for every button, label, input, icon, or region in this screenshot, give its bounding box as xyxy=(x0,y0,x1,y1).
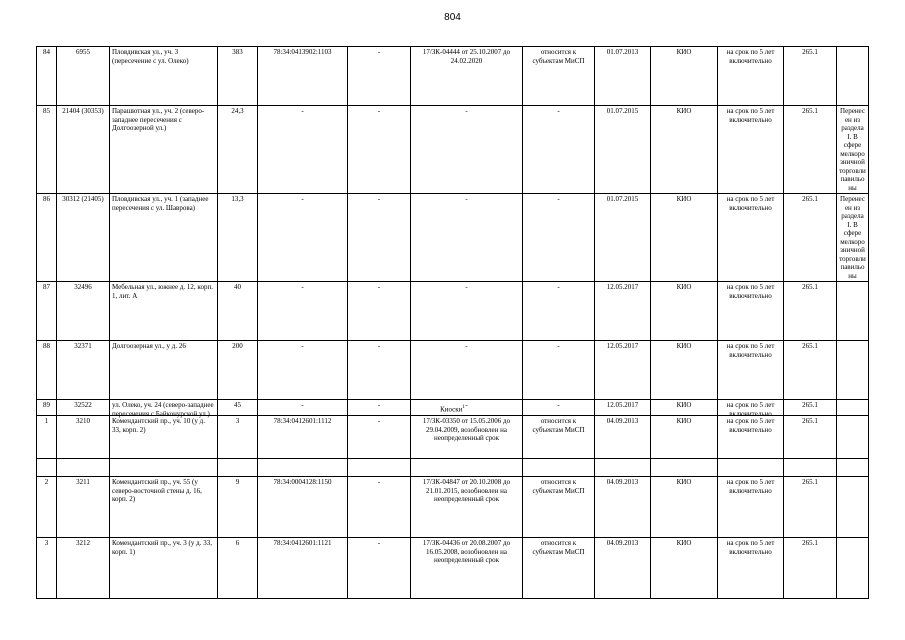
cell-code: 265.1 xyxy=(784,477,837,538)
cell-area: 200 xyxy=(218,341,258,400)
cell-organization: КИО xyxy=(651,282,718,341)
cell-owner-category: - xyxy=(523,341,595,400)
cell-code: 265.1 xyxy=(784,400,837,459)
cell-term: на срок по 5 лет включительно xyxy=(718,538,784,599)
cell-organization: КИО xyxy=(651,106,718,194)
cell-object-id: 6955 xyxy=(57,47,110,106)
cell-owner-category: относится к субъектам МиСП xyxy=(523,416,595,477)
cell-dash: - xyxy=(348,341,411,400)
cell-number: 87 xyxy=(37,282,57,341)
cell-area: 45 xyxy=(218,400,258,459)
cell-dash: - xyxy=(348,106,411,194)
cell-address: Пловдивская ул., уч. 3 (пересечение с ул. Олеко) xyxy=(110,47,218,106)
cell-owner-category: - xyxy=(523,106,595,194)
cell-number: 88 xyxy=(37,341,57,400)
cell-code: 265.1 xyxy=(784,106,837,194)
cell-term: на срок по 5 лет включительно xyxy=(718,47,784,106)
cell-term: на срок по 5 лет включительно xyxy=(718,477,784,538)
cell-address: Комендантский пр., уч. 3 (у д. 33, корп. 1) xyxy=(110,538,218,599)
cell-code: 265.1 xyxy=(784,194,837,282)
cell-term: на срок по 5 лет включительно xyxy=(718,416,784,477)
cell-number: 89 xyxy=(37,400,57,459)
cell-dash: - xyxy=(348,538,411,599)
cell-cadastral-number: - xyxy=(258,400,348,459)
table-section-2 xyxy=(36,415,869,599)
cell-cadastral-number: - xyxy=(258,282,348,341)
cell-contract: - xyxy=(411,341,523,400)
cell-date: 04.09.2013 xyxy=(595,477,651,538)
cell-cadastral-number: 78:34:0004128:1150 xyxy=(258,477,348,538)
table-section-1 xyxy=(36,46,869,459)
cell-organization: КИО xyxy=(651,194,718,282)
cell-code: 265.1 xyxy=(784,282,837,341)
cell-note: Перенесен из раздела I. В сфере мелкорозничной торговли павильоны xyxy=(837,194,869,282)
cell-code: 265.1 xyxy=(784,341,837,400)
cell-note xyxy=(837,477,869,538)
cell-organization: КИО xyxy=(651,477,718,538)
cell-dash: - xyxy=(348,416,411,477)
cell-organization: КИО xyxy=(651,47,718,106)
cell-contract: - xyxy=(411,282,523,341)
cell-object-id: 3211 xyxy=(57,477,110,538)
cell-owner-category: - xyxy=(523,400,595,459)
cell-organization: КИО xyxy=(651,538,718,599)
cell-area: 40 xyxy=(218,282,258,341)
cell-address: Мебельная ул., южнее д. 12, корп. 1, лит. А xyxy=(110,282,218,341)
cell-owner-category: - xyxy=(523,194,595,282)
cell-contract: - xyxy=(411,400,523,459)
cell-code: 265.1 xyxy=(784,416,837,477)
table-row xyxy=(37,282,869,341)
cell-contract: 17/ЗК-04847 от 20.10.2008 до 21.01.2015, возобновлен на неопределенный срок xyxy=(411,477,523,538)
cell-date: 04.09.2013 xyxy=(595,538,651,599)
cell-number: 84 xyxy=(37,47,57,106)
cell-dash: - xyxy=(348,477,411,538)
cell-owner-category: - xyxy=(523,282,595,341)
section-title: Киоски$^1$ xyxy=(440,405,465,414)
cell-number: 85 xyxy=(37,106,57,194)
cell-object-id: 32496 xyxy=(57,282,110,341)
table-row xyxy=(37,341,869,400)
cell-number: 86 xyxy=(37,194,57,282)
cell-organization: КИО xyxy=(651,416,718,477)
table-row xyxy=(37,106,869,194)
cell-cadastral-number: 78:34:0413902:1103 xyxy=(258,47,348,106)
cell-note xyxy=(837,47,869,106)
cell-object-id: 32522 xyxy=(57,400,110,459)
table-row xyxy=(37,538,869,599)
table-row xyxy=(37,477,869,538)
table-row xyxy=(37,416,869,477)
table-row xyxy=(37,47,869,106)
cell-dash: - xyxy=(348,400,411,459)
cell-cadastral-number: - xyxy=(258,341,348,400)
cell-area: 6 xyxy=(218,538,258,599)
cell-note xyxy=(837,416,869,477)
cell-area: 13,3 xyxy=(218,194,258,282)
cell-date: 12.05.2017 xyxy=(595,282,651,341)
cell-cadastral-number: 78:34:0412601:1121 xyxy=(258,538,348,599)
cell-organization: КИО xyxy=(651,400,718,459)
cell-number: 3 xyxy=(37,538,57,599)
cell-object-id: 3210 xyxy=(57,416,110,477)
cell-address: Комендантский пр., уч. 55 (у северо-восточной стены д. 16, корп. 2) xyxy=(110,477,218,538)
cell-area: 383 xyxy=(218,47,258,106)
cell-contract: - xyxy=(411,194,523,282)
cell-number: 1 xyxy=(37,416,57,477)
cell-object-id: 32371 xyxy=(57,341,110,400)
cell-contract: 17/ЗК-04444 от 25.10.2007 до 24.02.2020 xyxy=(411,47,523,106)
page-number: 804 xyxy=(444,12,461,23)
cell-number: 2 xyxy=(37,477,57,538)
cell-note xyxy=(837,341,869,400)
cell-cadastral-number: 78:34:0412601:1112 xyxy=(258,416,348,477)
cell-object-id: 21404 (30353) xyxy=(57,106,110,194)
cell-address: ул. Олеко, уч. 24 (северо-западнее пересечения с Байконурской ул.) xyxy=(110,400,218,459)
cell-date: 12.05.2017 xyxy=(595,400,651,459)
cell-term: на срок по 5 лет включительно xyxy=(718,194,784,282)
cell-term: на срок по 5 лет включительно xyxy=(718,400,784,459)
cell-note xyxy=(837,538,869,599)
cell-date: 01.07.2013 xyxy=(595,47,651,106)
cell-contract: 17/ЗК-04436 от 20.08.2007 до 16.05.2008, возобновлен на неопределенный срок xyxy=(411,538,523,599)
cell-owner-category: относится к субъектам МиСП xyxy=(523,47,595,106)
cell-date: 12.05.2017 xyxy=(595,341,651,400)
cell-term: на срок по 5 лет включительно xyxy=(718,106,784,194)
cell-code: 265.1 xyxy=(784,538,837,599)
cell-dash: - xyxy=(348,282,411,341)
cell-area: 24,3 xyxy=(218,106,258,194)
cell-date: 01.07.2015 xyxy=(595,106,651,194)
cell-address: Комендантский пр., уч. 10 (у д. 33, корп. 2) xyxy=(110,416,218,477)
cell-note xyxy=(837,282,869,341)
cell-code: 265.1 xyxy=(784,47,837,106)
cell-dash: - xyxy=(348,194,411,282)
cell-cadastral-number: - xyxy=(258,106,348,194)
cell-dash: - xyxy=(348,47,411,106)
cell-note: Перенесен из раздела I. В сфере мелкорозничной торговли павильоны xyxy=(837,106,869,194)
cell-area: 9 xyxy=(218,477,258,538)
table-row xyxy=(37,194,869,282)
cell-object-id: 3212 xyxy=(57,538,110,599)
cell-owner-category: относится к субъектам МиСП xyxy=(523,538,595,599)
cell-cadastral-number: - xyxy=(258,194,348,282)
cell-address: Парашютная ул., уч. 2 (северо-западнее пересечения с Долгоозерной ул.) xyxy=(110,106,218,194)
cell-date: 01.07.2015 xyxy=(595,194,651,282)
cell-address: Пловдивская ул., уч. 1 (западнее пересечения с ул. Шаврова) xyxy=(110,194,218,282)
cell-organization: КИО xyxy=(651,341,718,400)
cell-area: 3 xyxy=(218,416,258,477)
cell-contract: - xyxy=(411,106,523,194)
cell-owner-category: относится к субъектам МиСП xyxy=(523,477,595,538)
cell-contract: 17/ЗК-03350 от 15.05.2006 до 29.04.2009, возобновлен на неопределенный срок xyxy=(411,416,523,477)
cell-object-id: 30312 (21405) xyxy=(57,194,110,282)
cell-date: 04.09.2013 xyxy=(595,416,651,477)
cell-term: на срок по 5 лет включительно xyxy=(718,341,784,400)
cell-address: Долгоозерная ул., у д. 26 xyxy=(110,341,218,400)
cell-term: на срок по 5 лет включительно xyxy=(718,282,784,341)
